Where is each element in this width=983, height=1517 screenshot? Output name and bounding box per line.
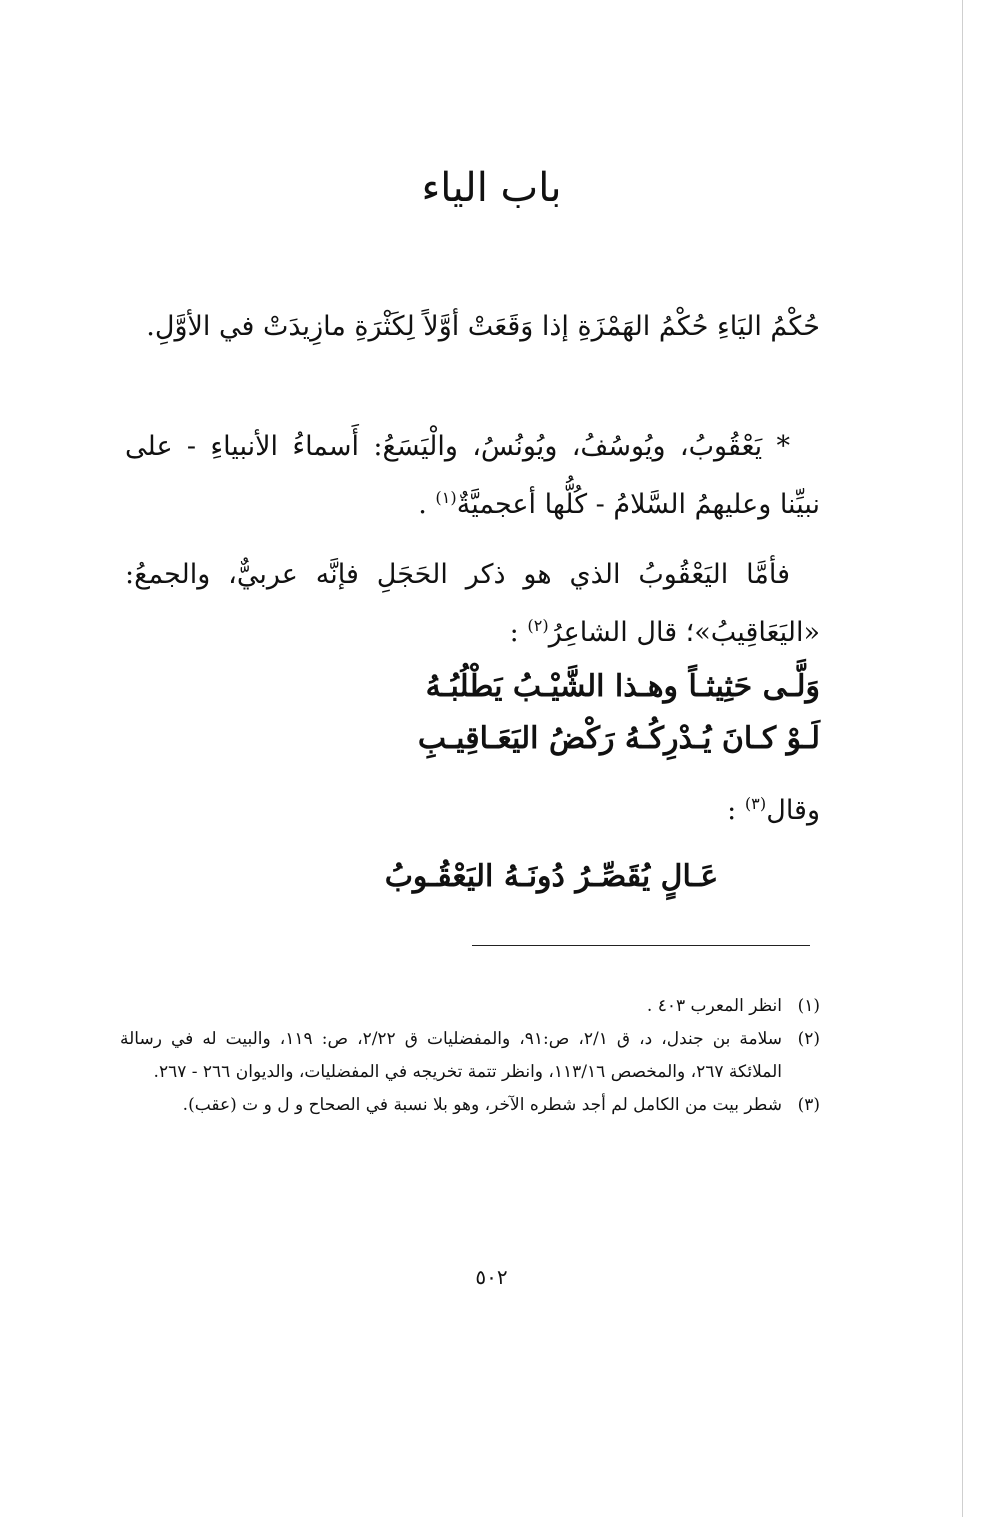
chapter-title: باب الياء: [421, 165, 562, 211]
footnote-number: (٣): [797, 1095, 820, 1115]
partridge-text: فأمَّا اليَعْقُوبُ الذي هو ذكر الحَجَلِ فإنَّه عربيٌّ، والجمعُ: «اليَعَاقِيبُ»؛ قال الشاعِرُ: [125, 559, 820, 648]
footnotes-list: [120, 990, 820, 1122]
page-number: ٥٠٢: [475, 1265, 508, 1289]
verse-first-hemistich: وَلَّـى حَثِيثـاً وهـذا الشَّيْـبُ يَطْلُبُـهُ: [425, 669, 820, 704]
prophets-text: * يَعْقُوبُ، ويُوسُفُ، ويُونُسُ، والْيَسَعُ: أَسماءُ الأنبياءِ - على نبيِّنا وعليهمُ السَّلامُ - كُلُّها أعجميَّةٌ: [125, 431, 820, 520]
and-said-end: :: [727, 795, 745, 826]
footnote-text: شطر بيت من الكامل لم أجد شطره الآخر، وهو بلا نسبة في الصحاح و ل و ت (عقب).: [182, 1095, 782, 1115]
partridge-end: :: [509, 617, 528, 648]
footnote-item: [120, 990, 820, 1023]
footnote-ref-1[interactable]: (١): [435, 488, 457, 507]
footnote-item: [120, 1023, 820, 1089]
rule-paragraph: حُكْمُ اليَاءِ حُكْمُ الهَمْزَةِ إذا وَقَعَتْ أوَّلاً لِكَثْرَةِ مازِيدَتْ في الأوَّلِ.: [146, 311, 820, 342]
prophets-paragraph: [125, 418, 820, 534]
footnote-ref-3[interactable]: (٣): [744, 794, 767, 813]
footnote-text: سلامة بن جندل، د، ق ٢/١، ص:٩١، والمفضليات ق ٢/٢٢، ص: ١١٩، والبيت له في رسالة الملائكة ٢٦٧، والمخصص ١١٣/١٦، وانظر تتمة تخريجه في المفضليات، والديوان ٢٦٦ - ٢٦٧.: [120, 1029, 783, 1082]
footnote-text: انظر المعرب ٤٠٣ .: [646, 996, 782, 1016]
footnote-ref-2[interactable]: (٢): [527, 616, 549, 635]
footnote-separator: [472, 945, 810, 946]
partridge-paragraph: [125, 546, 820, 662]
verse-second-hemistich: لَـوْ كـانَ يُـدْرِكُـهُ رَكْضُ اليَعَـاقِيـبِ: [417, 721, 820, 756]
and-said-text: وقال: [766, 795, 820, 826]
and-said-line: [727, 782, 820, 840]
prophets-end: .: [418, 489, 436, 520]
footnote-item: [120, 1089, 820, 1122]
footnote-number: (٢): [797, 1029, 820, 1049]
verse-third-wrapper: [0, 850, 983, 904]
verse-third-hemistich: عَـالٍ يُقَصِّـرُ دُونَـهُ اليَعْقُـوبُ: [384, 859, 719, 894]
footnote-number: (١): [797, 996, 820, 1016]
